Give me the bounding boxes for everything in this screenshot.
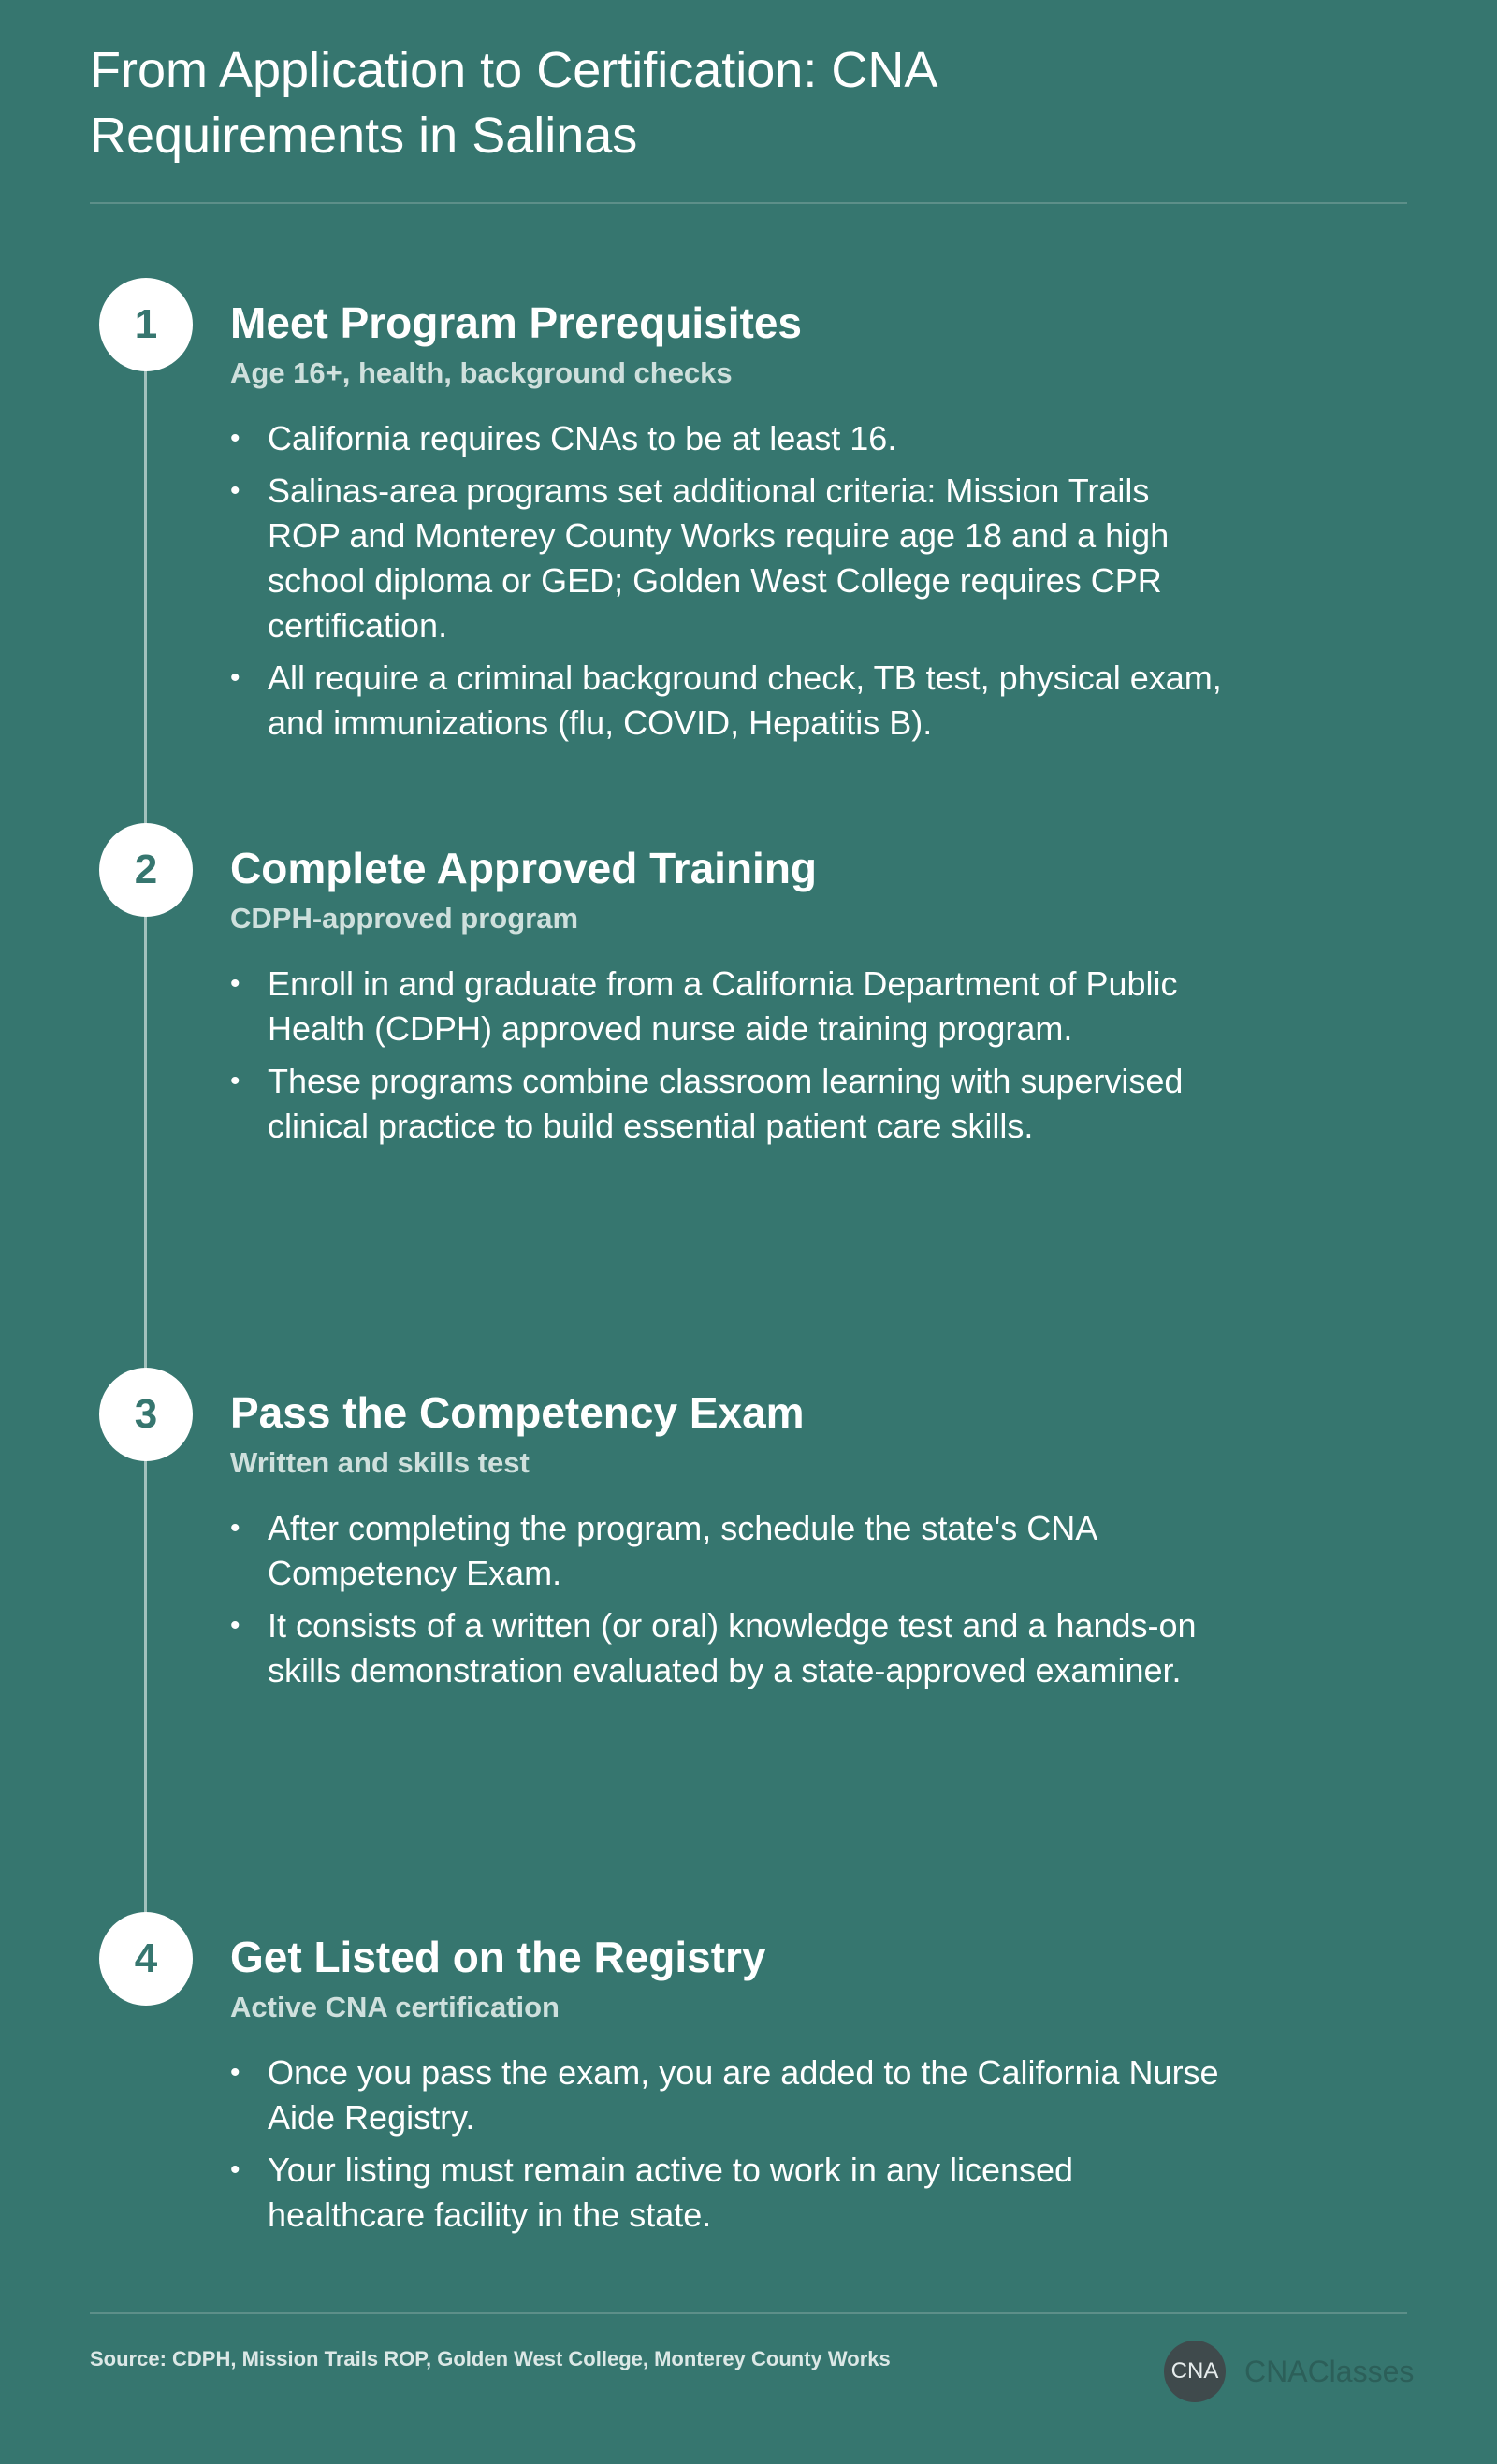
- step-subtitle: CDPH-approved program: [230, 902, 579, 935]
- bullet-dot-icon: •: [230, 2057, 240, 2088]
- step-number-badge: 2: [99, 823, 193, 917]
- cna-logo-icon: CNA: [1164, 2341, 1226, 2402]
- bullet-text: All require a criminal background check, TB test, physical exam, and immunizations (flu, COVID, Hepatitis B).: [268, 659, 1222, 742]
- bullet-text: California requires CNAs to be at least 16.: [268, 419, 897, 457]
- bullet-dot-icon: •: [230, 968, 240, 999]
- step-title: Complete Approved Training: [230, 844, 818, 892]
- step-content: [230, 297, 1222, 753]
- brand-logo-group: [1164, 2341, 1414, 2402]
- bullet-dot-icon: •: [230, 662, 240, 693]
- bullet-dot-icon: •: [230, 1513, 240, 1544]
- source-note: Source: CDPH, Mission Trails ROP, Golden West College, Monterey County Works: [90, 2347, 891, 2370]
- step-title: Pass the Competency Exam: [230, 1388, 805, 1437]
- step-subtitle: Age 16+, health, background checks: [230, 356, 733, 389]
- bullet-item: [230, 1059, 1222, 1149]
- bullet-text: Enroll in and graduate from a California Department of Public Health (CDPH) approved nurse aide training program.: [268, 964, 1178, 1048]
- footer-divider: [90, 2312, 1407, 2314]
- bullet-dot-icon: •: [230, 475, 240, 506]
- bullet-text: These programs combine classroom learning with supervised clinical practice to build essential patient care skills.: [268, 1062, 1184, 1145]
- step-content: [230, 1386, 1222, 1701]
- bullet-item: [230, 1506, 1222, 1596]
- step-content: [230, 1931, 1222, 2245]
- bullet-dot-icon: •: [230, 2154, 240, 2185]
- step-bullet-list: [230, 962, 1222, 1149]
- step-number-badge: 4: [99, 1912, 193, 2006]
- bullet-item: [230, 2148, 1222, 2238]
- bullet-text: Once you pass the exam, you are added to the California Nurse Aide Registry.: [268, 2053, 1219, 2137]
- bullet-text: Your listing must remain active to work in any licensed healthcare facility in the state.: [268, 2151, 1074, 2234]
- bullet-dot-icon: •: [230, 1065, 240, 1096]
- bullet-item: [230, 656, 1222, 746]
- bullet-dot-icon: •: [230, 423, 240, 454]
- step-bullet-list: [230, 416, 1222, 746]
- bullet-dot-icon: •: [230, 1610, 240, 1641]
- step-number-badge: 3: [99, 1368, 193, 1461]
- bullet-text: After completing the program, schedule the state's CNA Competency Exam.: [268, 1509, 1097, 1592]
- step-subtitle: Written and skills test: [230, 1446, 530, 1479]
- step-bullet-list: [230, 2051, 1222, 2238]
- bullet-text: It consists of a written (or oral) knowledge test and a hands-on skills demonstration evaluated by a state-approved examiner.: [268, 1606, 1197, 1689]
- step-title: Meet Program Prerequisites: [230, 298, 803, 347]
- step-bullet-list: [230, 1506, 1222, 1693]
- step-title: Get Listed on the Registry: [230, 1933, 766, 1981]
- bullet-item: [230, 1603, 1222, 1693]
- title-divider: [90, 202, 1407, 204]
- page-title: From Application to Certification: CNA Requirements in Salinas: [90, 42, 936, 164]
- brand-name: CNAClasses: [1244, 2354, 1415, 2388]
- step-number-badge: 1: [99, 278, 193, 371]
- bullet-item: [230, 2051, 1222, 2140]
- step-subtitle: Active CNA certification: [230, 1991, 560, 2023]
- bullet-item: [230, 962, 1222, 1051]
- step-content: [230, 842, 1222, 1156]
- bullet-item: [230, 416, 1222, 461]
- bullet-text: Salinas-area programs set additional criteria: Mission Trails ROP and Monterey County Works require age 18 and a high school diploma or GED; Golden West College requires CPR certification.: [268, 471, 1170, 645]
- timeline-line: [144, 324, 147, 1961]
- bullet-item: [230, 469, 1222, 648]
